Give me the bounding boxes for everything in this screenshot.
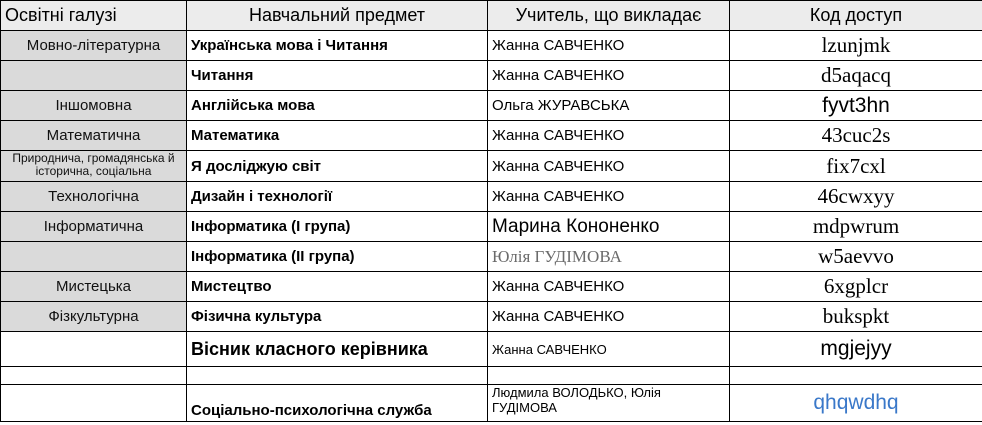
teacher-cell[interactable]: Жанна САВЧЕНКО <box>488 302 730 332</box>
code-cell[interactable]: mgjejyy <box>730 332 982 367</box>
area-cell[interactable]: Технологічна <box>1 182 187 212</box>
table-row <box>1 332 982 367</box>
area-cell[interactable]: Мистецька <box>1 272 187 302</box>
table-row <box>1 61 982 91</box>
teacher-cell[interactable]: Жанна САВЧЕНКО <box>488 61 730 91</box>
area-cell[interactable]: Інформатична <box>1 212 187 242</box>
area-cell[interactable]: Фізкультурна <box>1 302 187 332</box>
code-cell[interactable]: 6xgplcr <box>730 272 982 302</box>
area-cell[interactable]: Іншомовна <box>1 91 187 121</box>
teacher-cell[interactable] <box>488 367 730 385</box>
table-row <box>1 121 982 151</box>
area-cell[interactable]: Мовно-літературна <box>1 31 187 61</box>
code-cell[interactable]: 46cwxyy <box>730 182 982 212</box>
code-cell[interactable] <box>730 367 982 385</box>
area-cell[interactable]: Математична <box>1 121 187 151</box>
code-cell[interactable]: lzunjmk <box>730 31 982 61</box>
code-cell[interactable]: d5aqacq <box>730 61 982 91</box>
table-row <box>1 91 982 121</box>
header-row <box>1 1 982 31</box>
subject-cell[interactable]: Соціально-психологічна служба <box>187 385 488 422</box>
subject-cell[interactable]: Інформатика (І група) <box>187 212 488 242</box>
area-cell[interactable] <box>1 367 187 385</box>
table-row <box>1 182 982 212</box>
teacher-cell[interactable]: Жанна САВЧЕНКО <box>488 31 730 61</box>
header-subject[interactable]: Навчальний предмет <box>187 1 488 31</box>
table-row <box>1 367 982 385</box>
teacher-cell[interactable]: Жанна САВЧЕНКО <box>488 182 730 212</box>
table-row <box>1 212 982 242</box>
code-cell[interactable]: mdpwrum <box>730 212 982 242</box>
teacher-cell[interactable]: Юлія ГУДІМОВА <box>488 242 730 272</box>
header-code[interactable]: Код доступ <box>730 1 982 31</box>
table-row <box>1 302 982 332</box>
subject-cell[interactable]: Мистецтво <box>187 272 488 302</box>
table-row <box>1 385 982 422</box>
subject-cell[interactable]: Фізична культура <box>187 302 488 332</box>
table-row <box>1 31 982 61</box>
teacher-cell[interactable]: Жанна САВЧЕНКО <box>488 121 730 151</box>
teacher-cell[interactable]: Жанна САВЧЕНКО <box>488 272 730 302</box>
subject-cell[interactable]: Я досліджую світ <box>187 151 488 182</box>
teacher-cell[interactable]: Жанна САВЧЕНКО <box>488 332 730 367</box>
subject-cell[interactable]: Читання <box>187 61 488 91</box>
code-cell[interactable]: fyvt3hn <box>730 91 982 121</box>
subject-cell[interactable]: Українська мова і Читання <box>187 31 488 61</box>
table-row <box>1 242 982 272</box>
table-row <box>1 151 982 182</box>
area-cell[interactable] <box>1 332 187 367</box>
area-cell[interactable] <box>1 385 187 422</box>
subject-cell[interactable]: Математика <box>187 121 488 151</box>
teacher-cell[interactable]: Ольга ЖУРАВСЬКА <box>488 91 730 121</box>
code-cell[interactable]: bukspkt <box>730 302 982 332</box>
subject-cell[interactable]: Вісник класного керівника <box>187 332 488 367</box>
subject-cell[interactable]: Англійська мова <box>187 91 488 121</box>
table-row <box>1 272 982 302</box>
teacher-cell[interactable]: Жанна САВЧЕНКО <box>488 151 730 182</box>
code-link[interactable]: qhqwdhq <box>730 385 982 422</box>
code-cell[interactable]: 43cuc2s <box>730 121 982 151</box>
area-cell[interactable] <box>1 242 187 272</box>
subject-cell[interactable]: Дизайн і технології <box>187 182 488 212</box>
header-teacher[interactable]: Учитель, що викладає <box>488 1 730 31</box>
teacher-cell[interactable]: Людмила ВОЛОДЬКО, Юлія ГУДІМОВА <box>488 385 730 422</box>
subject-cell[interactable] <box>187 367 488 385</box>
teacher-cell[interactable]: Марина Кононенко <box>488 212 730 242</box>
area-cell[interactable]: Природнича, громадянська й історична, соціальна <box>1 151 187 182</box>
area-cell[interactable] <box>1 61 187 91</box>
code-cell[interactable]: fix7cxl <box>730 151 982 182</box>
subject-cell[interactable]: Інформатика (ІІ група) <box>187 242 488 272</box>
header-area[interactable]: Освітні галузі <box>1 1 187 31</box>
code-cell[interactable]: w5aevvo <box>730 242 982 272</box>
